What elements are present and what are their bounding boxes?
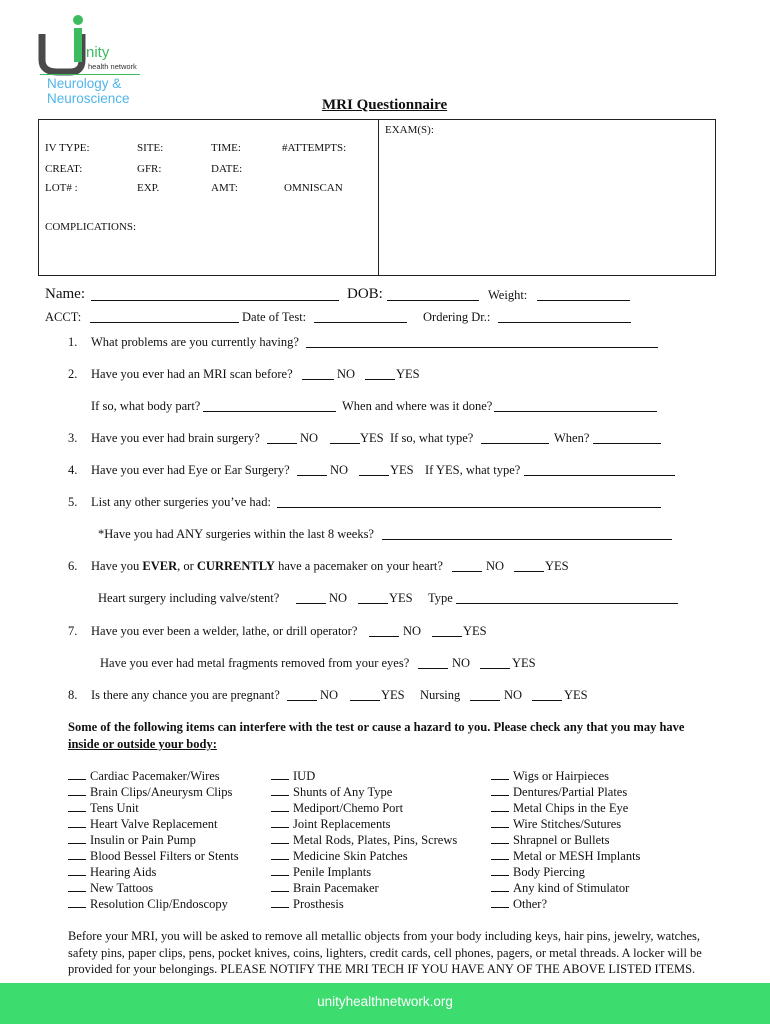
q4-number: 4. [68,463,78,477]
checklist-item-label: Joint Replacements [293,817,391,831]
checklist-item[interactable] [68,848,239,864]
q7-no-blank[interactable] [369,624,399,637]
checklist-item-label: Cardiac Pacemaker/Wires [90,769,220,783]
checkbox-blank[interactable] [491,800,509,812]
q3-yes: YES [360,431,384,445]
q7-sub-no-blank[interactable] [418,656,448,669]
q6-sub: Heart surgery including valve/stent? [98,591,280,605]
checkbox-blank[interactable] [68,800,86,812]
q3-no-blank[interactable] [267,431,297,444]
q4-text: Have you ever had Eye or Ear Surgery? [91,463,290,477]
checklist-item-label: Prosthesis [293,897,344,911]
checklist-item[interactable] [491,880,629,896]
checklist-item-label: Brain Clips/Aneurysm Clips [90,785,233,799]
q8-yes: YES [381,688,405,702]
checklist-item-label: Blood Bessel Filters or Stents [90,849,239,863]
exp-label: EXP. [137,182,160,194]
checklist-item-label: Insulin or Pain Pump [90,833,196,847]
checklist-item-label: Other? [513,897,548,911]
q4-yes-blank[interactable] [359,463,389,476]
q6-number: 6. [68,559,78,573]
q2-sub-a: If so, what body part? [91,399,201,413]
checklist-item-label: Metal Rods, Plates, Pins, Screws [293,833,458,847]
q6-no-blank[interactable] [452,559,482,572]
checklist-item[interactable] [491,816,621,832]
q2-yes-blank[interactable] [365,367,395,380]
logo-dept-line2: Neuroscience [47,91,130,106]
dob-field[interactable] [387,288,479,301]
lot-label: LOT# : [45,182,78,194]
checklist-item-label: Hearing Aids [90,865,157,879]
logo [36,14,146,108]
q7-yes-blank[interactable] [432,624,462,637]
q6-sub-no: NO [329,591,348,605]
q5-sub: *Have you had ANY surgeries within the last 8 weeks? [98,527,374,541]
acct-label: ACCT: [45,310,82,324]
checklist-item[interactable] [491,848,640,864]
q8-nursing-yes-blank[interactable] [532,688,562,701]
omniscan-label: OMNISCAN [284,182,343,194]
checkbox-blank[interactable] [491,784,509,796]
q2-number: 2. [68,367,78,381]
checkbox-blank[interactable] [491,768,509,780]
q8-text: Is there any chance you are pregnant? [91,688,280,702]
q5-field[interactable] [277,495,661,508]
checklist-item[interactable] [68,896,228,912]
checklist-item[interactable] [271,848,408,864]
q3-number: 3. [68,431,78,445]
checklist-item-label: Metal Chips in the Eye [513,801,629,815]
q4-no: NO [330,463,349,477]
checklist-item[interactable] [271,800,403,816]
q8-nursing-no-blank[interactable] [470,688,500,701]
q7-sub: Have you ever had metal fragments removed from your eyes? [100,656,410,670]
q6-yes-blank[interactable] [514,559,544,572]
checklist-item-label: Brain Pacemaker [293,881,379,895]
checklist-item-label: Resolution Clip/Endoscopy [90,897,228,911]
info-box [38,119,716,276]
info-box-divider [378,120,379,276]
checklist-item-label: IUD [293,769,316,783]
name-field[interactable] [91,288,339,301]
q6-sub-type-field[interactable] [456,591,678,604]
q2-sub-a-field[interactable] [203,399,336,412]
checkbox-blank[interactable] [68,848,86,860]
checklist-item-label: Body Piercing [513,865,585,879]
q2-sub-b-field[interactable] [494,399,657,412]
ordering-dr-field[interactable] [498,310,631,323]
checkbox-blank[interactable] [271,784,289,796]
checklist-item-label: Heart Valve Replacement [90,817,218,831]
q3-no: NO [300,431,319,445]
checkbox-blank[interactable] [491,832,509,844]
checklist-item[interactable] [271,864,371,880]
site-label: SITE: [137,142,164,154]
q7-no: NO [403,624,422,638]
checklist-item[interactable] [68,864,156,880]
q3-text: Have you ever had brain surgery? [91,431,260,445]
q1-text: What problems are you currently having? [91,335,299,349]
checkbox-blank[interactable] [271,848,289,860]
checklist-item[interactable] [271,784,392,800]
q6-yes: YES [545,559,569,573]
amt-label: AMT: [211,182,238,194]
q8-nursing-no: NO [504,688,523,702]
checklist-item[interactable] [271,768,315,784]
notice-line-2: safety pins, paper clips, pens, pocket knives, coins, lighters, credit cards, cell phones, pagers, or metal threads. A locker will be [68,945,702,960]
checkbox-blank[interactable] [68,816,86,828]
q6-sub-no-blank[interactable] [296,591,326,604]
notice-paragraph [68,928,702,978]
name-label: Name: [45,286,85,302]
q7-sub-yes-blank[interactable] [480,656,510,669]
q4-type: If YES, what type? [425,463,521,477]
checkbox-blank[interactable] [491,816,509,828]
checklist-item[interactable] [68,784,232,800]
page-title: MRI Questionnaire [322,97,448,113]
checklist-item-label: Mediport/Chemo Port [293,801,404,815]
q8-no: NO [320,688,339,702]
checkbox-blank[interactable] [68,864,86,876]
q6-no: NO [486,559,505,573]
checkbox-blank[interactable] [271,816,289,828]
checklist-item[interactable] [491,864,585,880]
q2-yes: YES [396,367,420,381]
checkbox-blank[interactable] [491,864,509,876]
checkbox-blank[interactable] [271,800,289,812]
q8-nursing-yes: YES [564,688,588,702]
iv-type-label: IV TYPE: [45,142,90,154]
checkbox-blank[interactable] [271,880,289,892]
checkbox-blank[interactable] [271,768,289,780]
checklist-item[interactable] [68,768,220,784]
checklist-item-label: New Tattoos [90,881,154,895]
checkbox-blank[interactable] [491,896,509,908]
footer-url[interactable]: unityhealthnetwork.org [317,994,453,1009]
checkbox-blank[interactable] [68,768,86,780]
q2-no-blank[interactable] [302,367,334,380]
q2-text: Have you ever had an MRI scan before? [91,367,293,381]
weight-label: Weight: [488,288,528,302]
checklist-item[interactable] [68,880,153,896]
q4-type-field[interactable] [524,463,675,476]
creat-label: CREAT: [45,163,83,175]
checkbox-blank[interactable] [491,848,509,860]
logo-divider [40,74,140,75]
complications-label: COMPLICATIONS: [45,221,137,233]
date-of-test-label: Date of Test: [242,310,307,324]
q7-sub-yes: YES [512,656,536,670]
footer-bar [0,983,770,1024]
checklist-item[interactable] [68,816,218,832]
q4-yes: YES [390,463,414,477]
attempts-label: #ATTEMPTS: [282,142,347,154]
ordering-dr-label: Ordering Dr.: [423,310,491,324]
exams-label: EXAM(S): [385,124,434,136]
q3-when-field[interactable] [593,431,661,444]
q6-text: Have you EVER, or CURRENTLY have a pacemaker on your heart? [91,559,443,573]
checklist-item[interactable] [491,832,610,848]
items-intro: Some of the following items can interfere with the test or cause a hazard to you. Please check any that you may have [68,720,685,734]
gfr-label: GFR: [137,163,162,175]
q8-nursing: Nursing [420,688,461,702]
logo-wordmark: nity [86,44,110,61]
checklist-item[interactable] [491,896,547,912]
q7-text: Have you ever been a welder, lathe, or drill operator? [91,624,358,638]
checklist-item[interactable] [491,768,609,784]
checkbox-blank[interactable] [68,880,86,892]
q7-yes: YES [463,624,487,638]
checklist-item-label: Penile Implants [293,865,372,879]
date-of-test-field[interactable] [314,310,407,323]
q1-field[interactable] [306,335,658,348]
checklist-item[interactable] [68,832,196,848]
checkbox-blank[interactable] [491,880,509,892]
q6-sub-yes: YES [389,591,413,605]
checkbox-blank[interactable] [271,832,289,844]
checklist-item-label: Shunts of Any Type [293,785,393,799]
checklist-item[interactable] [68,800,139,816]
q5-number: 5. [68,495,78,509]
q8-yes-blank[interactable] [350,688,380,701]
dob-label: DOB: [347,286,383,302]
checklist-item-label: Metal or MESH Implants [513,849,641,863]
q6-sub-type: Type [428,591,453,605]
checkbox-blank[interactable] [68,784,86,796]
q8-no-blank[interactable] [287,688,317,701]
q7-number: 7. [68,624,78,638]
checkbox-blank[interactable] [271,896,289,908]
checklist-item[interactable] [271,880,379,896]
q3-when: When? [554,431,590,445]
checklist-item-label: Wigs or Hairpieces [513,769,609,783]
checklist-item-label: Medicine Skin Patches [293,849,408,863]
checklist-item-label: Dentures/Partial Plates [513,785,628,799]
checklist-item-label: Any kind of Stimulator [513,881,630,895]
q7-sub-no: NO [452,656,471,670]
logo-dept-line1: Neurology & [47,76,122,91]
q3-type-field[interactable] [481,431,549,444]
q1-number: 1. [68,335,78,349]
items-intro-2: inside or outside your body: [68,737,217,751]
checklist-item[interactable] [271,816,391,832]
time-label: TIME: [211,142,241,154]
notice-line-1: Before your MRI, you will be asked to remove all metallic objects from your body including keys, hair pins, jewelry, watches, [68,929,701,943]
q2-no: NO [337,367,356,381]
notice-line-3: provided for your belongings. PLEASE NOTIFY THE MRI TECH IF YOU HAVE ANY OF THE ABOVE LISTED ITEMS. [68,962,696,976]
checklist-item-label: Tens Unit [90,801,139,815]
checklist-item[interactable] [271,896,344,912]
checklist-item-label: Shrapnel or Bullets [513,833,610,847]
weight-field[interactable] [537,288,630,301]
checklist-item[interactable] [271,832,457,848]
q4-no-blank[interactable] [297,463,327,476]
checklist-item-label: Wire Stitches/Sutures [513,817,622,831]
q3-type: If so, what type? [390,431,474,445]
checklist-item[interactable] [491,784,627,800]
q6-sub-yes-blank[interactable] [358,591,388,604]
q2-sub-b: When and where was it done? [342,399,493,413]
acct-field[interactable] [90,310,239,323]
checkbox-blank[interactable] [68,832,86,844]
q5-text: List any other surgeries you’ve had: [91,495,271,509]
q3-yes-blank[interactable] [330,431,360,444]
checkbox-blank[interactable] [271,864,289,876]
date-label: DATE: [211,163,243,175]
q8-number: 8. [68,688,78,702]
checkbox-blank[interactable] [68,896,86,908]
logo-tagline: health network [88,62,137,71]
checklist-item[interactable] [491,800,628,816]
q5-sub-field[interactable] [382,527,672,540]
